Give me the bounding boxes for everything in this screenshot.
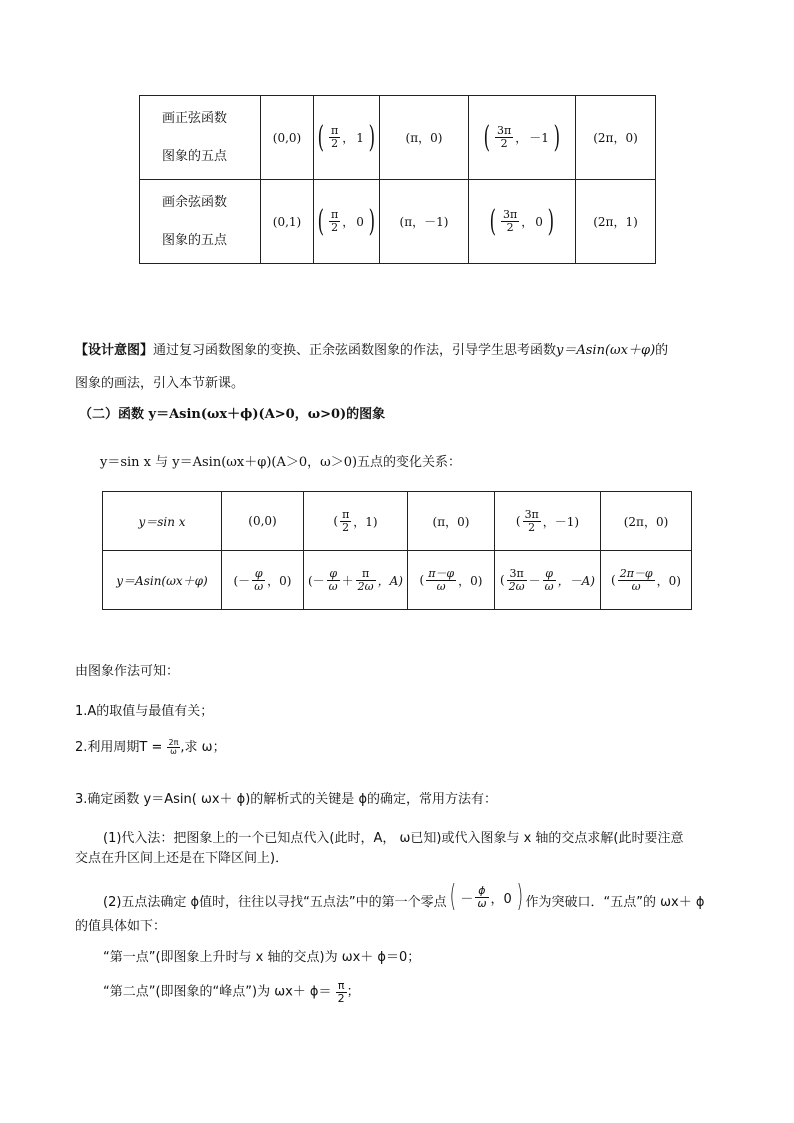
table-cell: ( $\frac{3\pi}{2}$ ， 0 ) (469, 180, 576, 264)
fraction: $\frac{3\pi}{2\omega}$ (508, 566, 525, 593)
table-cell: ( $\frac{\pi-\varphi}{\omega}$ ，0) (408, 551, 495, 610)
fraction: $\frac{\varphi}{\omega}$ (254, 566, 264, 593)
table-cell: ( $\frac{\pi}{2}$ ， 1 ) (314, 96, 380, 180)
table-cell: (2π，1) (576, 180, 656, 264)
table-cell: (2π，0) (601, 492, 692, 551)
fraction: $\frac{\phi}{\omega}$ (477, 883, 487, 910)
fraction: $\frac{\pi}{2}$ (342, 507, 350, 534)
design-intent-line1 (75, 339, 668, 358)
row-label (140, 96, 261, 180)
method-2-line1: (2)五点法确定 ϕ值时，往往以寻找“五点法”中的第一个零点 ( － $\frac{\phi}{\omega}$ ，0 ) 作为突破口．“五点”的 ωx＋ ϕ (103, 879, 705, 914)
fraction: $\frac{2\pi-\varphi}{\omega}$ (619, 566, 653, 593)
conclusion-intro: 由图象作法可知： (75, 664, 180, 679)
five-point-table-sin-cos (139, 95, 656, 264)
row-label-line: 图象的五点 (162, 232, 228, 248)
table-cell: ( $\frac{3\pi}{2}$ ，－1) (495, 492, 601, 551)
row-label-line: 画余弦函数 (162, 194, 228, 210)
table-cell: (－ $\frac{\varphi}{\omega}$ ，0) (222, 551, 304, 610)
first-point-line: “第一点”(即图象上升时与 x 轴的交点)为 ωx＋ ϕ＝0； (103, 950, 421, 965)
fraction: $\frac{3\pi}{2}$ (497, 124, 512, 150)
design-intent-text-end: 的 (655, 343, 669, 358)
fraction: $\frac{2\pi}{\omega}$ (168, 737, 179, 756)
table-cell: ( $\frac{3\pi}{2\omega}$ － $\frac{\varphi}{\omega}$ ，－A) (495, 551, 601, 610)
table-cell: (0,0) (261, 96, 314, 180)
table-cell: ( $\frac{3\pi}{2}$ ， －1 ) (469, 96, 576, 180)
row-label-line: 图象的五点 (162, 148, 228, 164)
fraction: $\frac{3\pi}{2}$ (503, 208, 518, 234)
fraction: $\frac{\pi}{2}$ (331, 124, 339, 150)
fraction: $\frac{3\pi}{2}$ (524, 507, 539, 534)
second-point-line: “第二点”(即图象的“峰点”)为 ωx＋ ϕ＝ $\frac{\pi}{2}$ ； (103, 979, 360, 1005)
table-cell: ( $\frac{\pi}{2}$ ，1) (304, 492, 408, 551)
table-row (140, 180, 656, 264)
design-intent-formula: y＝Asin(ωx＋φ) (556, 343, 656, 358)
fraction: $\frac{\pi-\varphi}{\omega}$ (428, 566, 455, 593)
row-label: y＝Asin(ωx＋φ) (103, 551, 222, 610)
row-label: y＝sin x (103, 492, 222, 551)
table-cell: ( $\frac{2\pi-\varphi}{\omega}$ ，0) (601, 551, 692, 610)
design-intent-tag: 【设计意图】 (75, 343, 154, 358)
method-1-line1: (1)代入法：把图象上的一个已知点代入(此时，A， ω已知)或代入图象与 x 轴的交点求解(此时要注意 (103, 831, 684, 846)
design-intent-text: 通过复习函数图象的变换、正余弦函数图象的作法，引导学生思考函数 (153, 343, 557, 358)
fraction: $\frac{\pi}{2\omega}$ (357, 566, 374, 593)
table-row (103, 492, 692, 551)
method-1-line2: 交点在升区间上还是在下降区间上)． (75, 851, 289, 866)
table-cell: (0,0) (222, 492, 304, 551)
table-row (140, 96, 656, 180)
relation-line: y＝sin x 与 y＝Asin(ωx＋φ)(A＞0，ω＞0)五点的变化关系： (100, 455, 462, 470)
fraction: $\frac{\varphi}{\omega}$ (328, 566, 338, 593)
five-point-transform-table (102, 491, 692, 610)
table-cell: (π，0) (380, 96, 469, 180)
table-cell: ( $\frac{\pi}{2}$ ， 0 ) (314, 180, 380, 264)
fraction: $\frac{\pi}{2}$ (337, 979, 345, 1005)
fraction: $\frac{\varphi}{\omega}$ (544, 566, 554, 593)
table-row (103, 551, 692, 610)
table-cell: (－ $\frac{\varphi}{\omega}$ ＋ $\frac{\pi}{2\omega}$ ，A) (304, 551, 408, 610)
method-2-line2: 的值具体如下： (75, 919, 167, 934)
fraction: $\frac{\pi}{2}$ (331, 208, 339, 234)
design-intent-line2: 图象的画法，引入本节新课。 (75, 376, 245, 391)
row-label (140, 180, 261, 264)
point-2: 2.利用周期T = $\frac{2\pi}{\omega}$ ,求 ω； (75, 737, 226, 756)
point-1: 1.A的取值与最值有关； (75, 704, 214, 719)
table-cell: (π，0) (408, 492, 495, 551)
table-cell: (π，－1) (380, 180, 469, 264)
table-cell: (0,1) (261, 180, 314, 264)
table-cell: (2π，0) (576, 96, 656, 180)
row-label-line: 画正弦函数 (162, 110, 228, 126)
point-3: 3.确定函数 y＝Asin( ωx＋ ϕ)的解析式的关键是 ϕ的确定，常用方法有： (75, 792, 498, 807)
section-heading: （二）函数 y＝Asin(ωx＋ϕ)(A>0，ω>0)的图象 (79, 407, 386, 422)
